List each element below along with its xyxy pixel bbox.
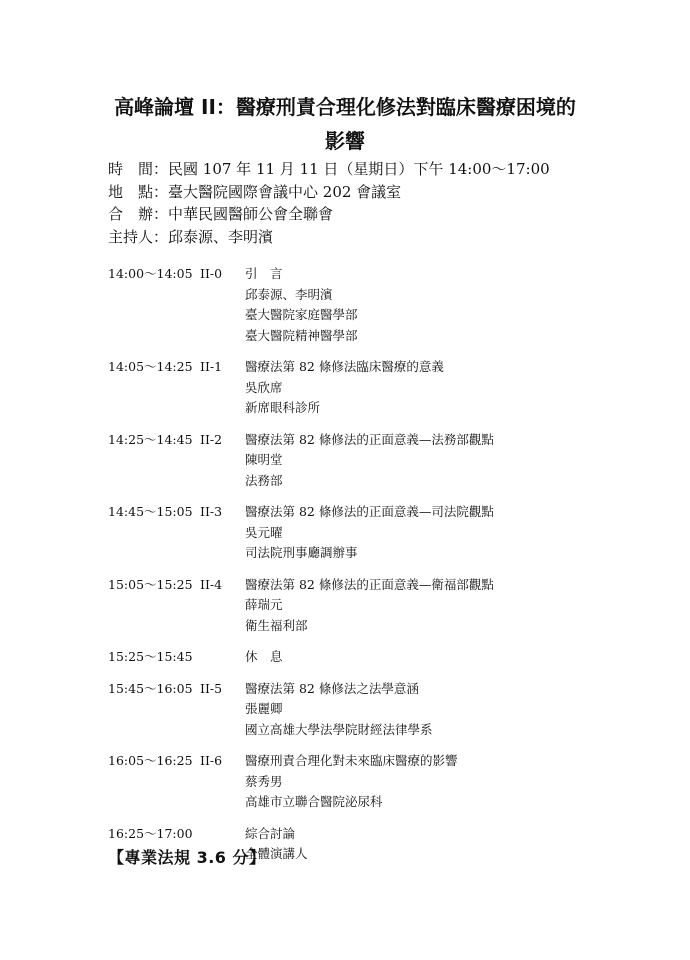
session-time: 15:25～15:45 <box>108 649 193 664</box>
info-host <box>108 226 550 249</box>
session-topic: 引 言 <box>245 266 283 281</box>
info-value: 中華民國醫師公會全聯會 <box>168 205 334 223</box>
session-time: 16:25～17:00 <box>108 825 193 841</box>
session-detail-line: 吳欣席 <box>245 379 283 395</box>
session-detail-line: 張麗卿 <box>245 701 283 716</box>
info-label: 主持人： <box>108 227 169 246</box>
session-time: 15:05～15:25 <box>108 576 193 592</box>
session-details <box>245 502 628 564</box>
session-code: II-2 <box>200 431 223 447</box>
session-code: II-3 <box>200 504 223 519</box>
info-label: 時 間： <box>108 160 169 178</box>
event-info <box>108 158 550 248</box>
session-code: II-1 <box>200 359 223 374</box>
schedule-item <box>108 679 628 741</box>
session-topic: 綜合討論 <box>245 825 296 841</box>
schedule-item <box>108 264 628 346</box>
session-detail-line: 高雄市立聯合醫院泌尿科 <box>245 794 383 809</box>
session-code: II-4 <box>200 576 223 592</box>
session-detail-line: 臺大醫院家庭醫學部 <box>245 307 358 322</box>
session-topic: 醫療法第 82 條修法的正面意義—法務部觀點 <box>245 431 494 447</box>
session-detail-line: 吳元曜 <box>245 524 283 540</box>
schedule-item <box>108 502 628 564</box>
session-topic: 醫療法第 82 條修法的正面意義—司法院觀點 <box>245 504 494 519</box>
session-detail-line: 新席眼科診所 <box>245 400 321 415</box>
schedule-list <box>108 264 628 876</box>
schedule-item <box>108 647 628 668</box>
session-details <box>245 575 628 637</box>
document-title-line-2: 影響 <box>325 129 365 153</box>
session-detail-line: 蔡秀男 <box>245 773 283 789</box>
schedule-item <box>108 430 628 492</box>
session-detail-line: 司法院刑事廳調辦事 <box>245 545 358 560</box>
document-title-line-1: 高峰論壇 II：醫療刑責合理化修法對臨床醫療困境的 <box>114 95 576 119</box>
schedule-item <box>108 751 628 813</box>
info-co-organizer <box>108 203 550 226</box>
info-value: 臺大醫院國際會議中心 202 會議室 <box>168 182 402 201</box>
schedule-item <box>108 575 628 637</box>
session-details <box>245 647 628 668</box>
session-details <box>245 430 628 492</box>
info-label: 合 辦： <box>108 205 169 223</box>
info-label: 地 點： <box>108 182 169 201</box>
session-details <box>245 679 628 741</box>
session-detail-line: 臺大醫院精神醫學部 <box>245 327 358 343</box>
session-details <box>245 751 628 813</box>
session-details <box>245 824 628 865</box>
session-time: 14:05～14:25 <box>108 359 193 374</box>
info-location <box>108 181 550 204</box>
info-value: 民國 107 年 11 月 11 日（星期日）下午 14:00～17:00 <box>168 160 550 178</box>
session-detail-line: 全體演講人 <box>245 846 308 861</box>
info-time <box>108 158 550 181</box>
session-time: 15:45～16:05 <box>108 680 193 696</box>
session-time: 14:25～14:45 <box>108 431 193 447</box>
session-code: II-6 <box>200 753 223 768</box>
session-topic: 醫療刑責合理化對未來臨床醫療的影響 <box>245 753 458 768</box>
session-time: 14:00～14:05 <box>108 266 193 281</box>
session-details <box>245 357 628 419</box>
session-topic: 醫療法第 82 條修法的正面意義—衛福部觀點 <box>245 576 494 592</box>
session-detail-line: 陳明堂 <box>245 452 283 467</box>
session-code: II-0 <box>200 266 223 281</box>
session-detail-line: 薛瑞元 <box>245 597 283 612</box>
schedule-item <box>108 357 628 419</box>
session-topic: 醫療法第 82 條修法之法學意涵 <box>245 680 419 696</box>
info-value: 邱泰源、李明濱 <box>168 227 274 246</box>
session-details <box>245 264 628 346</box>
session-time: 16:05～16:25 <box>108 753 193 768</box>
session-time: 14:45～15:05 <box>108 504 193 519</box>
session-topic: 醫療法第 82 條修法臨床醫療的意義 <box>245 359 444 374</box>
session-detail-line: 法務部 <box>245 472 283 488</box>
session-detail-line: 衛生福利部 <box>245 617 308 633</box>
session-detail-line: 邱泰源、李明濱 <box>245 286 333 302</box>
session-topic: 休 息 <box>245 649 283 664</box>
session-code: II-5 <box>200 680 223 696</box>
credit-note: 【專業法規 3.6 分】 <box>108 848 266 867</box>
session-detail-line: 國立高雄大學法學院財經法律學系 <box>245 721 433 737</box>
